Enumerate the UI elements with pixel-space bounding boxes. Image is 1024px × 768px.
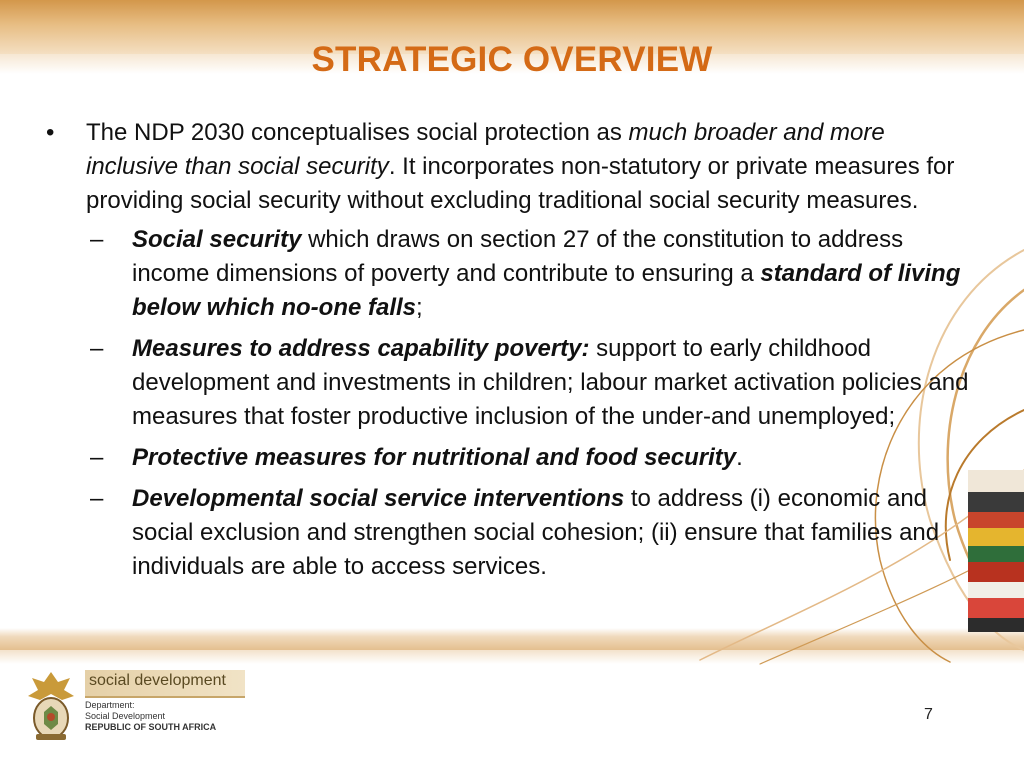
- sub-bullet-text: [132, 223, 982, 325]
- sub-bullet-heading: Protective measures for nutritional and food security: [132, 444, 737, 471]
- page-number: 7: [924, 706, 933, 723]
- sub-bullet-text: [132, 441, 982, 475]
- department-line-2: Social Development: [85, 711, 166, 721]
- department-logo: [22, 668, 242, 748]
- dash-marker: –: [90, 335, 104, 362]
- main-bullet-text-part-2: . It incorporates non-statutory or private measures for providing social security without excluding traditional social security measures.: [86, 153, 955, 214]
- dash-marker: –: [90, 444, 104, 471]
- sub-bullet-emphasis: standard of living below which no-one falls: [132, 260, 961, 321]
- dash-marker: –: [90, 485, 104, 512]
- dash-marker: –: [90, 226, 104, 253]
- sub-bullet-capability-poverty: [86, 332, 990, 434]
- sub-bullet-developmental-services: [86, 482, 990, 584]
- sub-bullet-body: support to early childhood development and investments in children; labour market activation policies and measures that foster productive inclusion of the under-and unemployed;: [132, 335, 969, 430]
- sub-bullet-list: [40, 223, 990, 584]
- brand-name: social development: [89, 672, 226, 689]
- coat-of-arms-icon: [22, 668, 80, 744]
- sub-bullet-social-security: [86, 223, 990, 325]
- main-bullet-emphasis: much broader and more inclusive than social security: [86, 119, 885, 180]
- sub-bullet-heading: Developmental social service interventions: [132, 485, 625, 512]
- brand-banner: [85, 670, 245, 698]
- sub-bullet-text: [132, 482, 982, 584]
- main-bullet: [40, 116, 990, 218]
- sub-bullet-body: to address (i) economic and social exclusion and strengthen social cohesion; (ii) ensure that families and individuals are able to access services.: [132, 485, 940, 580]
- bottom-band-fade: [0, 650, 1024, 664]
- bullet-marker: •: [46, 119, 55, 146]
- sub-bullet-body: .: [736, 444, 743, 471]
- slide-title: STRATEGIC OVERVIEW: [311, 40, 713, 79]
- sub-bullet-text: [132, 332, 982, 434]
- department-text: [85, 700, 216, 733]
- main-bullet-text: [86, 116, 966, 218]
- sub-bullet-body: which draws on section 27 of the constitution to address income dimensions of poverty and contribute to ensuring a: [132, 226, 904, 287]
- sub-bullet-food-security: [86, 441, 990, 475]
- sub-bullet-heading: Social security: [132, 226, 302, 253]
- sub-bullet-heading: Measures to address capability poverty:: [132, 335, 590, 362]
- bottom-band: [0, 628, 1024, 650]
- department-line-3: REPUBLIC OF SOUTH AFRICA: [85, 722, 217, 732]
- main-bullet-text-part-1: The NDP 2030 conceptualises social protection as: [86, 119, 629, 146]
- slide-body: [40, 116, 990, 591]
- sub-bullet-tail: ;: [416, 294, 423, 321]
- department-line-1: Department:: [85, 700, 135, 710]
